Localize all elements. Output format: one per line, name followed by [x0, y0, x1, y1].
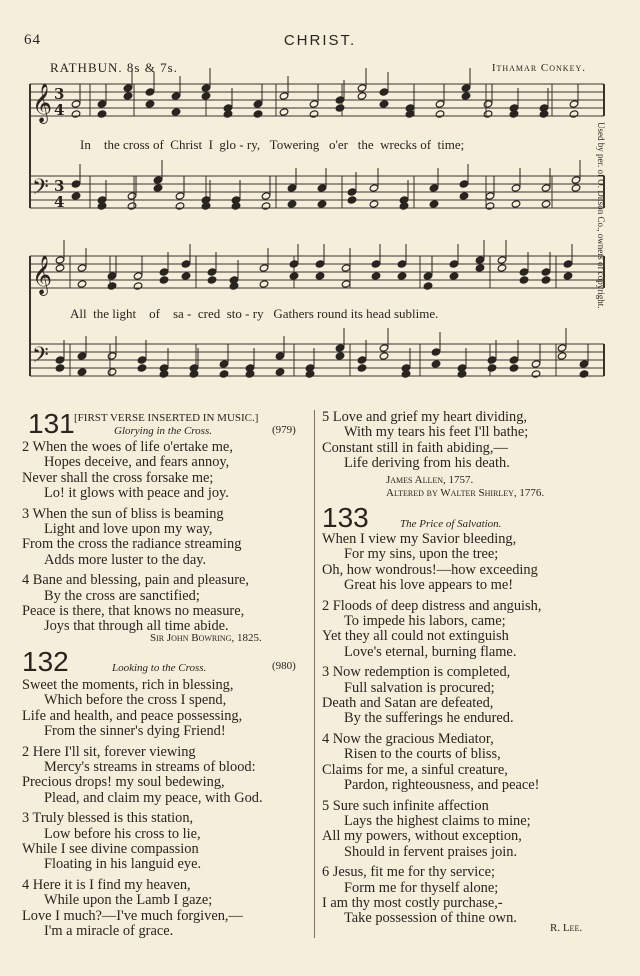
verse-line: Take possession of thine own.	[344, 910, 517, 927]
lyric-word: wrecks of	[380, 137, 432, 152]
note-head	[201, 84, 211, 92]
note-head	[509, 364, 519, 372]
note-head	[357, 364, 367, 372]
lyric-word: -	[239, 137, 244, 152]
note-head	[571, 176, 581, 184]
verse-line: From the sinner's dying Friend!	[44, 723, 226, 740]
note-head	[201, 92, 211, 100]
note-head	[429, 184, 439, 192]
lyric-word: o'er	[329, 137, 348, 152]
note-head	[341, 280, 351, 288]
verse-line: I'm a miracle of grace.	[44, 923, 174, 940]
note-head	[71, 180, 81, 188]
note-head	[449, 260, 459, 268]
lyric-line-2	[70, 306, 438, 322]
hymn-132-verse-5	[322, 410, 528, 472]
note-head	[397, 272, 407, 280]
note-head	[379, 344, 389, 352]
note-head	[357, 356, 367, 364]
verse-line: Risen to the courts of bliss,	[344, 746, 501, 763]
verse-line: 6 Jesus, fit me for thy service;	[322, 864, 496, 881]
verse-line: Yet they all could not extinguish	[322, 628, 509, 645]
lyric-word: Gathers round its head sublime.	[273, 306, 439, 321]
note-head	[171, 108, 181, 116]
note-head	[253, 100, 263, 108]
note-head	[335, 352, 345, 360]
note-head	[107, 352, 117, 360]
note-head	[357, 84, 367, 92]
note-head	[289, 260, 299, 268]
note-head	[379, 352, 389, 360]
verse-line: 2 When the woes of life o'ertake me,	[22, 439, 233, 455]
verse-line: Never shall the cross forsake me;	[22, 469, 214, 486]
note-head	[287, 200, 297, 208]
note-head	[541, 200, 551, 208]
note-head	[71, 110, 81, 118]
hymn-132-ref: (980)	[272, 660, 296, 672]
note-head	[145, 100, 155, 108]
verse-line: 3 When the sun of bliss is beaming	[22, 505, 224, 522]
note-head	[175, 202, 185, 210]
note-head	[461, 92, 471, 100]
verse-line: Constant still in faith abiding,—	[322, 439, 508, 456]
verse-line: Hopes deceive, and fears annoy,	[44, 454, 230, 471]
column-divider	[314, 410, 315, 938]
note-head	[175, 192, 185, 200]
note-head	[309, 100, 319, 108]
lyric-word: of	[149, 306, 160, 321]
note-head	[371, 260, 381, 268]
note-head	[511, 184, 521, 192]
verse-line: By the cross are sanctified;	[44, 587, 200, 604]
lyric-word: the cross of	[103, 137, 164, 152]
note-head	[379, 100, 389, 108]
note-head	[341, 264, 351, 272]
note-head	[317, 184, 327, 192]
note-head	[287, 184, 297, 192]
note-head	[571, 184, 581, 192]
verse-line: Light and love upon my way,	[44, 521, 213, 538]
note-head	[335, 344, 345, 352]
note-head	[153, 184, 163, 192]
verse-line: Form me for thyself alone;	[344, 879, 499, 896]
note-head	[55, 264, 65, 272]
note-head	[397, 260, 407, 268]
note-head	[55, 364, 65, 372]
verse-line: I am thy most costly purchase,-	[322, 894, 503, 911]
note-head	[435, 110, 445, 118]
note-head	[315, 260, 325, 268]
lyric-word: time;	[437, 137, 465, 152]
hymn-133-title: The Price of Salvation.	[400, 518, 502, 530]
verse-line: From the cross the radiance streaming	[22, 536, 242, 553]
note-head	[511, 200, 521, 208]
page-number: 64	[24, 32, 41, 48]
note-head	[519, 276, 529, 284]
note-head	[127, 192, 137, 200]
note-head	[579, 370, 589, 378]
verse-line: 5 Love and grief my heart dividing,	[322, 409, 528, 425]
verse-line: Peace is there, that knows no measure,	[22, 603, 245, 620]
note-head	[475, 264, 485, 272]
lyric-word: cred	[197, 306, 221, 321]
note-head	[275, 352, 285, 360]
time-signature-bottom: 4	[54, 193, 65, 211]
verse-line: Which before the cross I spend,	[44, 692, 227, 709]
note-head	[357, 92, 367, 100]
note-head	[429, 200, 439, 208]
verse-line: By the sufferings he endured.	[344, 710, 514, 727]
note-head	[181, 272, 191, 280]
note-head	[207, 276, 217, 284]
note-head	[71, 192, 81, 200]
note-head	[107, 368, 117, 376]
hymn-132-title: Looking to the Cross.	[112, 662, 207, 674]
verse-line: Floating in his languid eye.	[44, 856, 202, 873]
note-head	[461, 84, 471, 92]
note-head	[279, 92, 289, 100]
note-head	[483, 110, 493, 118]
verse-line: Low before his cross to lie,	[44, 825, 201, 842]
verse-line: 5 Sure such infinite affection	[322, 797, 489, 814]
time-signature-top: 3	[54, 177, 65, 195]
note-head	[207, 268, 217, 276]
note-head	[219, 360, 229, 368]
note-head	[563, 272, 573, 280]
note-head	[159, 276, 169, 284]
verse-line: Great his love appears to me!	[344, 577, 514, 594]
treble-clef: 𝄞	[32, 83, 53, 123]
note-head	[137, 364, 147, 372]
verse-line: While upon the Lamb I gaze;	[44, 892, 213, 909]
hymn-133-verses	[322, 532, 541, 927]
note-head	[107, 282, 117, 290]
verse-line: Death and Satan are defeated,	[322, 695, 494, 712]
note-head	[487, 356, 497, 364]
verse-line: 4 Now the gracious Mediator,	[322, 730, 494, 747]
verse-line: With my tears his feet I'll bathe;	[344, 424, 529, 441]
note-head	[497, 256, 507, 264]
note-head	[423, 282, 433, 290]
lyric-word: Towering	[269, 137, 320, 152]
hymn-133-author: R. Lee.	[550, 922, 583, 934]
verse-line: 4 Here it is I find my heaven,	[22, 876, 191, 893]
verse-line: Oh, how wondrous!—how exceeding	[322, 561, 538, 578]
note-head	[133, 272, 143, 280]
note-head	[77, 352, 87, 360]
note-head	[145, 88, 155, 96]
note-head	[317, 200, 327, 208]
note-head	[77, 280, 87, 288]
verse-line: Love's eternal, burning flame.	[344, 643, 517, 660]
verse-line: Life deriving from his death.	[344, 455, 510, 472]
note-head	[159, 268, 169, 276]
note-head	[485, 202, 495, 210]
hymn-133-number: 133	[322, 502, 369, 533]
note-head	[261, 202, 271, 210]
note-head	[153, 176, 163, 184]
note-head	[97, 100, 107, 108]
note-head	[107, 272, 117, 280]
bass-clef: 𝄢	[32, 343, 49, 373]
note-head	[71, 100, 81, 108]
verse-line: To impede his labors, came;	[344, 613, 506, 630]
lyric-word: All	[70, 306, 87, 321]
lyric-word: Christ	[170, 137, 203, 152]
note-head	[347, 188, 357, 196]
note-head	[259, 280, 269, 288]
note-head	[531, 360, 541, 368]
note-head	[55, 356, 65, 364]
note-head	[569, 110, 579, 118]
hymn-132-author-1: James Allen, 1757.	[386, 474, 474, 486]
verse-line: When I view my Savior bleeding,	[322, 531, 517, 547]
lyric-line-1	[80, 137, 464, 153]
note-head	[541, 184, 551, 192]
note-head	[459, 180, 469, 188]
note-head	[519, 268, 529, 276]
note-head	[347, 196, 357, 204]
verse-line: While I see divine compassion	[22, 841, 199, 858]
verse-line: Full salvation is procured;	[344, 679, 495, 696]
bass-clef: 𝄢	[32, 175, 49, 205]
music-score	[0, 0, 640, 400]
lyric-word: I	[208, 137, 213, 152]
note-head	[97, 110, 107, 118]
composer: Ithamar Conkey.	[491, 62, 586, 74]
note-head	[315, 272, 325, 280]
note-head	[261, 192, 271, 200]
verse-line: Plead, and claim my peace, with God.	[44, 789, 263, 806]
note-head	[335, 104, 345, 112]
lyric-word: sa	[172, 306, 184, 321]
note-head	[253, 110, 263, 118]
note-head	[431, 360, 441, 368]
note-head	[541, 268, 551, 276]
note-head	[485, 192, 495, 200]
lyric-word: -	[245, 306, 250, 321]
hymn-132-number: 132	[22, 646, 69, 677]
verse-line: Adds more luster to the day.	[44, 551, 207, 568]
hymn-131-title: Glorying in the Cross.	[114, 425, 212, 437]
note-head	[123, 84, 133, 92]
note-head	[275, 368, 285, 376]
note-head	[335, 96, 345, 104]
note-head	[475, 256, 485, 264]
verse-line: Life and health, and peace possessing,	[22, 707, 243, 724]
note-head	[133, 282, 143, 290]
note-head	[137, 356, 147, 364]
hymn-131-note: [FIRST VERSE INSERTED IN MUSIC.]	[74, 412, 259, 424]
note-head	[171, 92, 181, 100]
copyright-notice: Used by per. of O. Ditson Co., owners of copyright.	[596, 122, 606, 309]
note-head	[563, 260, 573, 268]
note-head	[569, 100, 579, 108]
verse-line: Sweet the moments, rich in blessing,	[22, 677, 234, 693]
note-head	[541, 276, 551, 284]
verse-line: Should in fervent praises join.	[344, 843, 518, 860]
note-head	[487, 364, 497, 372]
lyric-word: In	[80, 137, 91, 152]
verse-line: Precious drops! my soul bedewing,	[22, 774, 225, 791]
note-head	[557, 352, 567, 360]
note-head	[309, 110, 319, 118]
verse-line: Mercy's streams in streams of blood:	[44, 759, 256, 776]
note-head	[509, 356, 519, 364]
note-head	[289, 272, 299, 280]
lyric-word: ry	[252, 306, 264, 321]
lyric-word: glo	[219, 137, 237, 152]
note-head	[371, 272, 381, 280]
hymn-131-author: Sir John Bowring, 1825.	[150, 632, 262, 644]
note-head	[55, 256, 65, 264]
hymn-131-number: 131	[28, 408, 75, 439]
lyric-word: sto	[226, 306, 242, 321]
verse-line: Lays the highest claims to mine;	[344, 812, 531, 829]
note-head	[497, 264, 507, 272]
lyric-word: ry,	[246, 137, 261, 152]
hymn-131-verses	[22, 440, 249, 635]
treble-clef: 𝄞	[32, 255, 53, 295]
note-head	[123, 92, 133, 100]
note-head	[77, 368, 87, 376]
note-head	[423, 272, 433, 280]
lyric-word: the	[357, 137, 374, 152]
note-head	[449, 272, 459, 280]
note-head	[77, 264, 87, 272]
note-head	[259, 264, 269, 272]
hymn-131-ref: (979)	[272, 424, 296, 436]
tune-name: RATHBUN. 8s & 7s.	[50, 60, 178, 75]
note-head	[459, 192, 469, 200]
note-head	[579, 360, 589, 368]
note-head	[219, 370, 229, 378]
verse-line: Joys that through all time abide.	[44, 618, 229, 635]
verse-line: 3 Truly blessed is this station,	[22, 810, 194, 827]
time-signature-top: 3	[54, 85, 65, 103]
note-head	[369, 184, 379, 192]
note-head	[531, 370, 541, 378]
note-head	[369, 200, 379, 208]
note-head	[379, 88, 389, 96]
time-signature-bottom: 4	[54, 101, 65, 119]
verse-line: Pardon, righteousness, and peace!	[344, 777, 540, 794]
lyric-word: the light	[93, 306, 137, 321]
verse-line: 4 Bane and blessing, pain and pleasure,	[22, 572, 249, 589]
verse-line: For my sins, upon the tree;	[344, 546, 499, 563]
verse-line: Claims for me, a sinful creature,	[322, 761, 508, 778]
hymn-132-verses	[22, 678, 263, 940]
lyric-word: -	[187, 306, 192, 321]
note-head	[483, 100, 493, 108]
verse-line: Love I much?—I've much forgiven,—	[22, 907, 243, 924]
page-heading: CHRIST.	[283, 32, 357, 49]
verse-line: All my powers, without exception,	[322, 828, 522, 845]
verse-line: 2 Here I'll sit, forever viewing	[22, 743, 196, 760]
note-head	[127, 202, 137, 210]
verse-line: 2 Floods of deep distress and anguish,	[322, 597, 542, 614]
note-head	[557, 344, 567, 352]
note-head	[431, 348, 441, 356]
note-head	[435, 100, 445, 108]
verse-line: 3 Now redemption is completed,	[322, 664, 511, 681]
note-head	[279, 108, 289, 116]
verse-line: Lo! it glows with peace and joy.	[44, 485, 229, 502]
hymn-132-author-2: Altered by Walter Shirley, 1776.	[386, 487, 545, 499]
note-head	[181, 260, 191, 268]
